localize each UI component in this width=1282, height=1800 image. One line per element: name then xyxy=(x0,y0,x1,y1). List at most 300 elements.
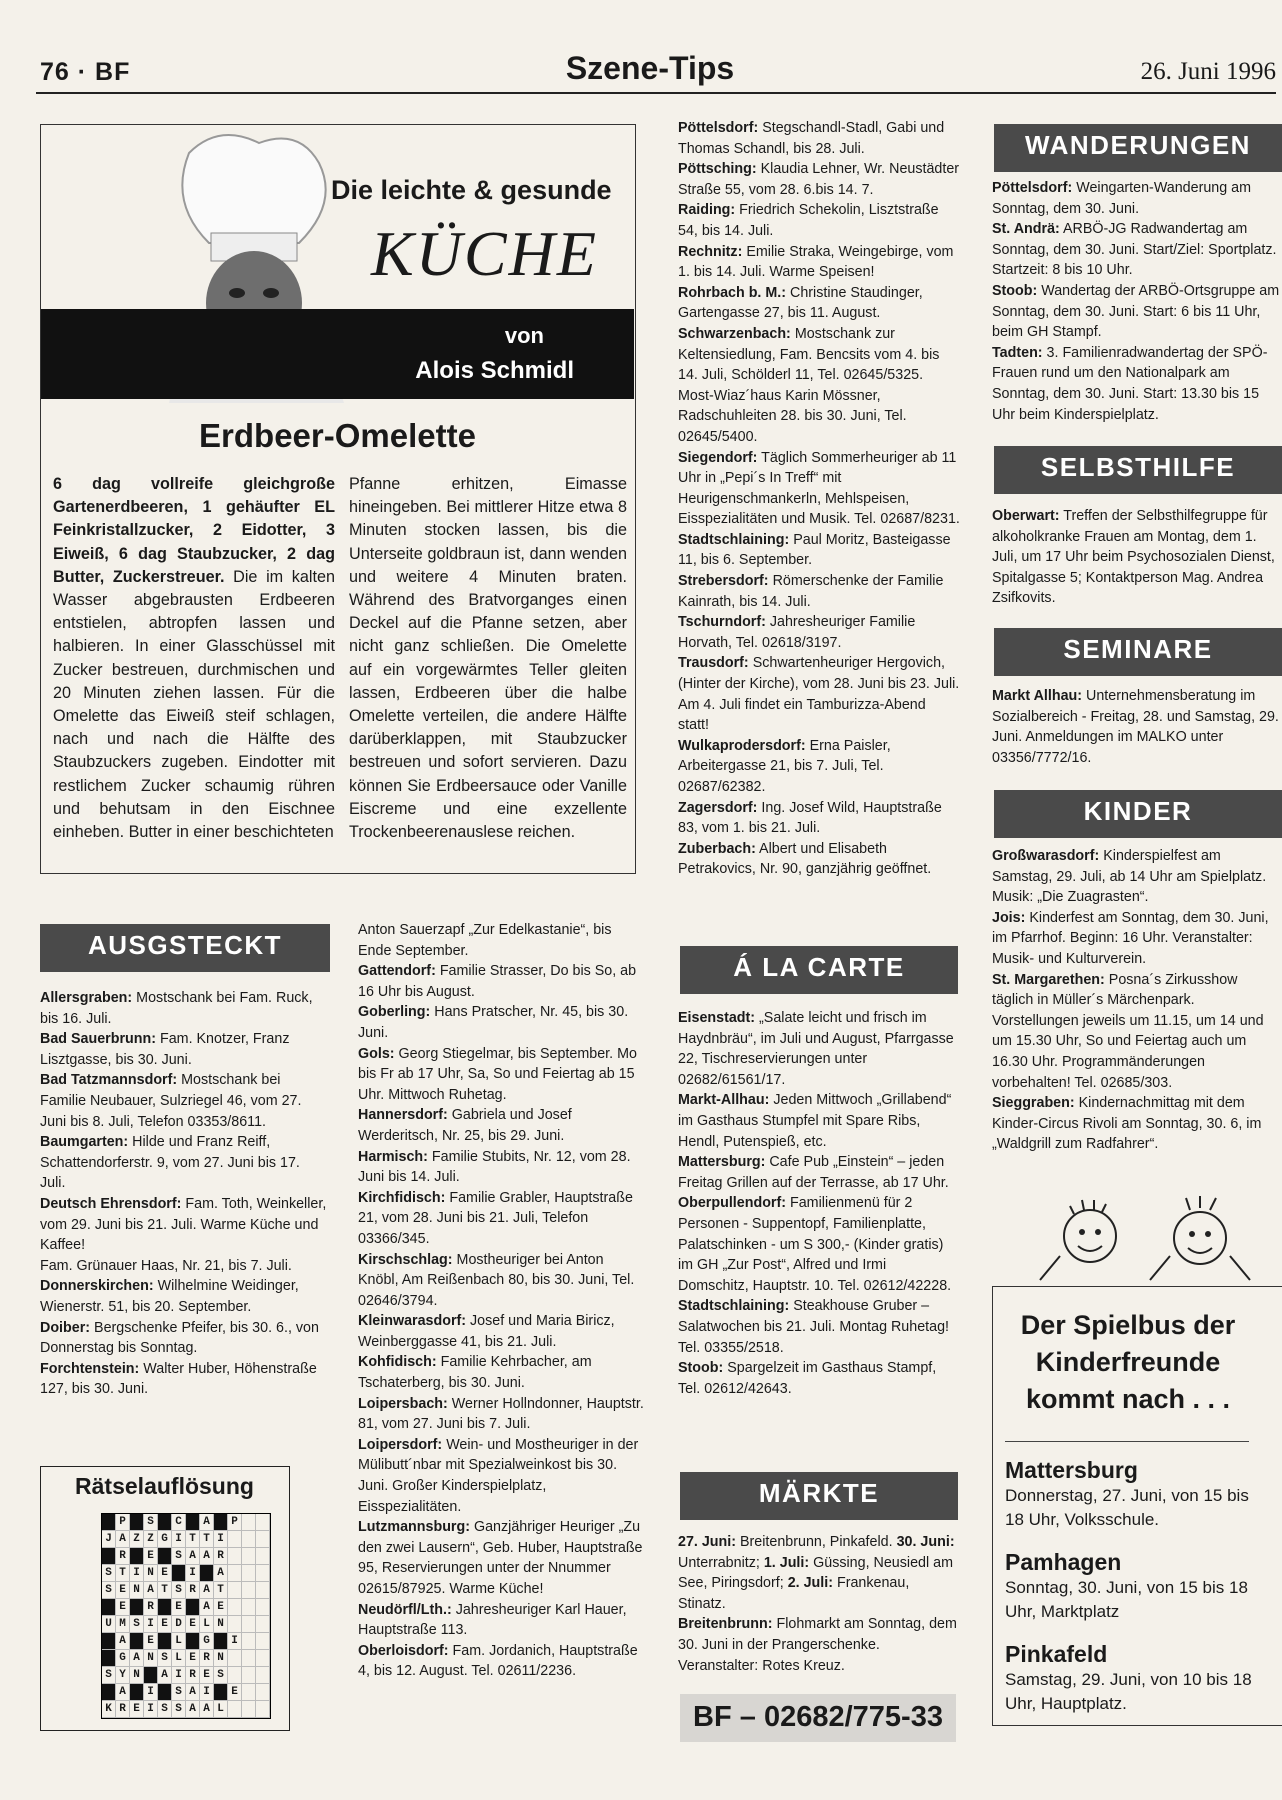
crossword-cell xyxy=(242,1616,256,1633)
list-item xyxy=(358,1250,648,1312)
crossword-black-cell xyxy=(200,1565,214,1582)
recipe-column-2: Pfanne erhitzen, Eimasse hineingeben. Bei mittlerer Hitze etwa 8 Minuten stocken lassen, bis die Unterseite goldbraun ist, dann wenden und weitere 4 Minuten braten. Während des Bratvorganges einen Deckel auf die Pfanne setzen, aber nicht ganz schließen. Die Omelette auf ein vorgewärmtes Teller gleiten lassen, Erdbeeren über die halbe Omelette verteilen, die andere Hälfte darüberklappen, mit Staubzucker bestreuen und sofort servieren. Dazu können Sie Erdbeersauce oder Vanille Eiscreme und eine exzellente Trockenbeerenauslese reichen. xyxy=(349,475,627,842)
ausgsteckt-column-3 xyxy=(678,118,960,918)
crossword-cell xyxy=(228,1582,242,1599)
crossword-cell xyxy=(242,1633,256,1650)
entry-text: Walter Huber, Höhenstraße 127, bis 30. Juni. xyxy=(40,1360,317,1398)
entry-text: Familie Stubits, Nr. 12, vom 28. Juni bis 14. Juli. xyxy=(358,1148,631,1186)
entry-name: Hannersdorf: xyxy=(358,1107,448,1124)
crossword-black-cell xyxy=(102,1548,116,1565)
ausgsteckt-column-2 xyxy=(358,920,648,1750)
entry-text: 3. Familienradwandertag der SPÖ-Frauen rund um den Nationalpark am Sonntag, dem 30. Juni. Start: 13.30 bis 15 Uhr beim Kinderspielplatz. xyxy=(992,344,1268,423)
entry-name: Donnerskirchen: xyxy=(40,1278,154,1295)
list-item xyxy=(992,281,1282,343)
crossword-black-cell xyxy=(130,1548,144,1565)
spielbus-title: Der Spielbus der Kinderfreunde kommt nach . . . xyxy=(1020,1310,1236,1414)
recipe-column-1 xyxy=(53,473,335,844)
entry-name: Oberpullendorf: xyxy=(678,1195,787,1212)
list-item xyxy=(40,1070,328,1132)
list-item xyxy=(678,1193,960,1296)
crossword-black-cell xyxy=(102,1633,116,1650)
author-name: Alois Schmidl xyxy=(415,357,574,384)
list-item xyxy=(40,988,328,1029)
list-item xyxy=(1005,1641,1265,1716)
crossword-cell xyxy=(228,1531,242,1548)
list-item xyxy=(40,1132,328,1194)
list-item xyxy=(358,961,648,1002)
crossword-cell xyxy=(228,1701,242,1718)
crossword-cell: K xyxy=(102,1701,116,1718)
entry-name: Baumgarten: xyxy=(40,1134,129,1151)
entry-text: Täglich Sommerheuriger ab 11 Uhr in „Pepi´s In Treff“ mit Heurigenschmankerln, Mehlspeisen, Eisspezialitäten und Musik. Tel. 02687/8231. xyxy=(678,449,960,528)
crossword-black-cell xyxy=(186,1633,200,1650)
entry-name: Deutsch Ehrensdorf: xyxy=(40,1195,182,1212)
stop-place: Mattersburg xyxy=(1005,1457,1138,1483)
entry-text: Wilhelmine Weidinger, Wienerstr. 51, bis 20. September. xyxy=(40,1278,299,1315)
entry-text: Schwartenheuriger Hergovich, (Hinter der Kirche), vom 28. Juni bis 23. Juli. Am 4. Juli findet ein Tamburizza-Abend statt! xyxy=(678,655,960,734)
crossword-cell: S xyxy=(102,1565,116,1582)
crossword-cell: L xyxy=(172,1650,186,1667)
entry-text: Posna´s Zirkusshow täglich in Müller´s Märchenpark. Vorstellungen jeweils um 11.15, um 14 und um 15.30 Uhr, So und Feiertag auch um 16.30 Uhr. Programmänderungen vorbehalten! Tel. 02685/303. xyxy=(992,971,1264,1091)
alacarte-heading: Á LA CARTE xyxy=(680,946,958,994)
recipe-title: Erdbeer-Omelette xyxy=(199,417,476,454)
crossword-cell: N xyxy=(130,1667,144,1684)
crossword-cell: G xyxy=(116,1650,130,1667)
crossword-black-cell xyxy=(158,1514,172,1531)
stop-place: Pinkafeld xyxy=(1005,1641,1108,1667)
crossword-cell: I xyxy=(144,1616,158,1633)
crossword-cell: I xyxy=(200,1684,214,1701)
entry-name: Kohfidisch: xyxy=(358,1354,437,1371)
entry-text: Treffen der Selbsthilfegruppe für alkoholkranke Frauen am Montag, dem 1. Juli, um 17 Uhr beim Psychosozialen Dienst, Spitalgasse 5; Kontaktperson Mag. Andrea Zsifkovits. xyxy=(992,508,1275,607)
stop-detail: Donnerstag, 27. Juni, von 15 bis 18 Uhr, Volksschule. xyxy=(1005,1486,1249,1529)
list-item xyxy=(678,448,960,530)
kueche-title-line2: KÜCHE xyxy=(371,218,598,289)
list-item xyxy=(358,1044,648,1106)
entry-name: Gattendorf: xyxy=(358,963,436,980)
crossword-cell: E xyxy=(158,1616,172,1633)
crossword-cell xyxy=(242,1667,256,1684)
entry-name: Markt-Allhau: xyxy=(678,1092,770,1109)
crossword-black-cell xyxy=(158,1684,172,1701)
entry-name: Stoob: xyxy=(992,282,1038,299)
entry-name: Trausdorf: xyxy=(678,655,749,672)
entry-name: Pöttelsdorf: xyxy=(992,180,1073,196)
crossword-cell: S xyxy=(144,1514,158,1531)
crossword-cell xyxy=(242,1701,256,1718)
crossword-cell: A xyxy=(200,1548,214,1565)
recipe-steps-1: Die im kalten Wasser abgebrausten Erdbeeren entstielen, abtropfen lassen und halbieren. In einer Glasschüssel mit Zucker bestreuen, durchmischen und 20 Minuten ziehen lassen. Für die Omelette das Eiweiß steif schlagen, nach und nach die Hälfte des Staubzuckers zugeben. Eindotter mit restlichem Zucker schaumig rühren und behutsam in den Eischnee einheben. Butter in einer beschichteten xyxy=(53,567,335,842)
crossword-cell xyxy=(228,1616,242,1633)
crossword-cell: S xyxy=(172,1582,186,1599)
crossword-cell xyxy=(256,1650,270,1667)
list-item xyxy=(358,920,648,961)
page-number: 76 · BF xyxy=(40,58,131,86)
entry-name: Neudörfl/Lth.: xyxy=(358,1601,452,1618)
crossword-cell xyxy=(228,1650,242,1667)
crossword-cell xyxy=(242,1548,256,1565)
entry-text: Römerschenke der Familie Kainrath, bis 14. Juli. xyxy=(678,573,944,610)
entry-text: Unternehmensberatung im Sozialbereich - Freitag, 28. und Samstag, 29. Juni. Anmeldungen im MALKO unter 03356/7772/16. xyxy=(992,688,1279,766)
crossword-cell: D xyxy=(172,1616,186,1633)
entry-name: Strebersdorf: xyxy=(678,573,769,590)
list-item xyxy=(992,970,1282,1094)
selbsthilfe-heading: SELBSTHILFE xyxy=(994,446,1282,494)
spielbus-divider xyxy=(1005,1441,1249,1442)
entry-text: Familienmenü für 2 Personen - Suppentopf, Familienplatte, Palatschinken - um S 300,- (Kinder gratis) im GH „Zur Post“, Alfred und Irmi Domschitz, Hauptstr. 10. Tel. 02612/42228. xyxy=(678,1195,952,1294)
crossword-cell: T xyxy=(200,1531,214,1548)
entry-text: Bergschenke Pfeifer, bis 30. 6., von Donnerstag bis Sonntag. xyxy=(40,1319,319,1357)
entry-name: Pöttsching: xyxy=(678,161,757,178)
entry-text: Cafe Pub „Einstein“ – jeden Freitag Grillen auf der Terrasse, ab 17 Uhr. xyxy=(678,1154,949,1191)
crossword-cell xyxy=(242,1514,256,1531)
entry-text: Wein- und Mostheuriger in der Mülibutt´nbar mit Spezialweinkost bis 30. Juni. Großer Kinderspielplatz, Eisspezialitäten. xyxy=(358,1436,639,1515)
list-item xyxy=(1005,1457,1265,1532)
crossword-black-cell xyxy=(186,1599,200,1616)
list-item xyxy=(992,343,1282,425)
crossword-cell: G xyxy=(158,1531,172,1548)
wanderungen-column xyxy=(992,178,1282,448)
entry-text: Erna Paisler, Arbeitergasse 21, bis 7. Juli, Tel. 02687/62382. xyxy=(678,737,891,795)
entry-name: Tschurndorf: xyxy=(678,614,766,631)
list-item xyxy=(40,1318,328,1359)
crossword-cell: E xyxy=(116,1599,130,1616)
entry-name: Stoob: xyxy=(678,1360,724,1377)
crossword-cell: T xyxy=(158,1582,172,1599)
kueche-box xyxy=(40,124,636,874)
entry-name: St. Andrä: xyxy=(992,221,1060,238)
entry-name: Kirchfidisch: xyxy=(358,1189,446,1206)
entry-name: Loipersbach: xyxy=(358,1395,448,1412)
crossword-black-cell xyxy=(130,1599,144,1616)
list-item xyxy=(678,839,960,880)
crossword-cell xyxy=(256,1582,270,1599)
crossword-cell: S xyxy=(172,1701,186,1718)
crossword-cell: N xyxy=(214,1650,228,1667)
list-item xyxy=(992,908,1282,970)
crossword-cell: R xyxy=(186,1582,200,1599)
kueche-title-line1: Die leichte & gesunde xyxy=(331,175,612,205)
header-rule xyxy=(36,92,1276,94)
list-item xyxy=(358,1311,648,1352)
entry-name: Rohrbach b. M.: xyxy=(678,284,787,301)
entry-name: Jois: xyxy=(992,909,1026,926)
crossword-cell: A xyxy=(144,1582,158,1599)
issue-date: 26. Juni 1996 xyxy=(1140,58,1276,85)
list-item xyxy=(358,1002,648,1043)
crossword-cell: Z xyxy=(130,1531,144,1548)
entry-name: Wulkaprodersdorf: xyxy=(678,737,806,754)
entry-text: Weingarten-Wanderung am Sonntag, dem 30. Juni. xyxy=(992,180,1252,217)
crossword-cell: P xyxy=(228,1514,242,1531)
entry-name: Raiding: xyxy=(678,202,736,219)
crossword-cell: N xyxy=(144,1650,158,1667)
list-item xyxy=(678,118,960,159)
list-item xyxy=(358,1147,648,1188)
entry-name: Kleinwarasdorf: xyxy=(358,1313,467,1330)
crossword-cell: N xyxy=(130,1582,144,1599)
entry-name: Loipersdorf: xyxy=(358,1436,443,1453)
entry-text: Paul Moritz, Basteigasse 11, bis 6. September. xyxy=(678,531,951,569)
list-item xyxy=(678,159,960,200)
entry-text: Christine Staudinger, Gartengasse 27, bis 11. August. xyxy=(678,284,923,322)
crossword-cell: A xyxy=(116,1633,130,1650)
entry-name: Kirschschlag: xyxy=(358,1251,453,1268)
crossword-cell: S xyxy=(102,1582,116,1599)
entry-name: Tadten: xyxy=(992,344,1043,361)
entry-text: Mostheuriger bei Anton Knöbl, Am Reißenbach 80, bis 30. Juni, Tel. 02646/3794. xyxy=(358,1251,635,1309)
list-item xyxy=(1005,1549,1265,1624)
entry-text: Ing. Josef Wild, Hauptstraße 83, vom 1. bis 21. Juli. xyxy=(678,799,942,837)
crossword-cell: I xyxy=(172,1531,186,1548)
crossword-cell: R xyxy=(200,1650,214,1667)
list-item xyxy=(678,736,960,798)
crossword-cell xyxy=(242,1565,256,1582)
selbsthilfe-column xyxy=(992,506,1282,616)
entry-text: Mostschank bei Familie Neubauer, Sulzriegel 46, vom 27. Juni bis 8. Juli, Telefon 03353/8611. xyxy=(40,1072,302,1130)
list-item xyxy=(992,506,1282,609)
entry-name: Siegendorf: xyxy=(678,449,758,466)
von-label: von xyxy=(504,323,544,348)
list-item xyxy=(992,846,1282,908)
crossword-cell: L xyxy=(172,1633,186,1650)
kids-drawing xyxy=(1030,1196,1270,1282)
crossword-cell: A xyxy=(186,1701,200,1718)
entry-text: Kinderfest am Sonntag, dem 30. Juni, im Pfarrhof. Beginn: 16 Uhr. Veranstalter: Musik- und Kulturverein. xyxy=(992,909,1269,967)
list-item xyxy=(40,1276,328,1317)
entry-text: „Salate leicht und frisch im Haydnbräu“, im Juli und August, Pfarrgasse 22, Tischreservierungen unter 02682/61561/17. xyxy=(678,1010,954,1088)
list-item xyxy=(40,1359,328,1400)
seminare-column xyxy=(992,686,1282,778)
list-item xyxy=(678,242,960,283)
entry-text: Mostschank zur Keltensiedlung, Fam. Bencsits vom 4. bis 14. Juli, Schölderl 11, Tel. 02645/5325. xyxy=(678,325,940,384)
crossword-cell: A xyxy=(214,1565,228,1582)
crossword-black-cell xyxy=(130,1684,144,1701)
entry-name: Zuberbach: xyxy=(678,840,756,857)
crossword-black-cell xyxy=(130,1633,144,1650)
list-item xyxy=(40,1194,328,1256)
entry-text: Most-Wiaz´haus Karin Mössner, Radschuhleiten 28. bis 30. Juni, Tel. 02645/5400. xyxy=(678,387,907,445)
crossword-cell: E xyxy=(158,1565,172,1582)
crossword-cell: T xyxy=(186,1531,200,1548)
list-item: 27. Juni: Breitenbrunn, Pinkafeld. 30. Juni: Unterrabnitz; 1. Juli: Güssing, Neusiedl am See, Piringsdorf; 2. Juli: Frankenau, Stinatz. xyxy=(678,1534,955,1612)
stop-detail: Sonntag, 30. Juni, von 15 bis 18 Uhr, Marktplatz xyxy=(1005,1578,1248,1621)
entry-text: Familie Kehrbacher, am Tschaterberg, bis 30. Juni. xyxy=(358,1354,592,1392)
crossword-cell xyxy=(256,1548,270,1565)
list-item xyxy=(678,1296,960,1358)
crossword-cell: Y xyxy=(116,1667,130,1684)
kinder-heading: KINDER xyxy=(994,790,1282,838)
crossword-black-cell xyxy=(102,1514,116,1531)
entry-text: Klaudia Lehner, Wr. Neustädter Straße 55, vom 28. 6.bis 14. 7. xyxy=(678,161,960,198)
crossword-cell xyxy=(256,1599,270,1616)
seminare-heading: SEMINARE xyxy=(994,628,1282,676)
crossword-cell: A xyxy=(200,1514,214,1531)
entry-name: Oberwart: xyxy=(992,508,1060,524)
crossword-cell: I xyxy=(130,1565,144,1582)
entry-text: Hans Pratscher, Nr. 45, bis 30. Juni. xyxy=(358,1004,629,1041)
crossword-cell xyxy=(242,1582,256,1599)
list-item xyxy=(678,1152,960,1193)
entry-text: Albert und Elisabeth Petrakovics, Nr. 90, ganzjährig geöffnet. xyxy=(678,840,932,878)
crossword-black-cell xyxy=(130,1514,144,1531)
ausgsteckt-column-1 xyxy=(40,988,328,1458)
crossword-cell: R xyxy=(186,1667,200,1684)
crossword-cell: I xyxy=(214,1531,228,1548)
entry-text: ARBÖ-JG Radwandertag am Sonntag, dem 30. Juni. Start/Ziel: Sportplatz. Startzeit: 8 bis 10 Uhr. xyxy=(992,221,1277,279)
crossword-cell: S xyxy=(172,1548,186,1565)
entry-name: Harmisch: xyxy=(358,1148,428,1165)
crossword-cell xyxy=(256,1514,270,1531)
crossword-cell: R xyxy=(116,1548,130,1565)
crossword-black-cell xyxy=(102,1650,116,1667)
crossword-black-cell xyxy=(172,1565,186,1582)
entry-text: Fam. Toth, Weinkeller, vom 29. Juni bis 21. Juli. Warme Küche und Kaffee! xyxy=(40,1195,327,1254)
crossword-cell: S xyxy=(130,1616,144,1633)
list-item xyxy=(358,1394,648,1435)
crossword-cell xyxy=(256,1616,270,1633)
entry-name: Stadtschlaining: xyxy=(678,1298,790,1315)
entry-name: St. Margarethen: xyxy=(992,971,1105,988)
crossword-black-cell xyxy=(186,1514,200,1531)
crossword-cell: S xyxy=(158,1650,172,1667)
entry-text: Jahresheuriger Karl Hauer, Hauptstraße 113. xyxy=(358,1601,627,1639)
entry-name: Doiber: xyxy=(40,1319,91,1336)
entry-name: Markt Allhau: xyxy=(992,688,1083,704)
entry-text: Emilie Straka, Weingebirge, vom 1. bis 14. Juli. Warme Speisen! xyxy=(678,243,954,281)
crossword-cell xyxy=(242,1650,256,1667)
crossword-cell xyxy=(256,1633,270,1650)
crossword-cell xyxy=(256,1667,270,1684)
crossword-cell xyxy=(228,1548,242,1565)
list-item xyxy=(678,798,960,839)
crossword-cell: T xyxy=(116,1565,130,1582)
crossword-cell: G xyxy=(200,1633,214,1650)
crossword-black-cell xyxy=(158,1633,172,1650)
crossword-cell: A xyxy=(186,1684,200,1701)
crossword-cell: I xyxy=(172,1667,186,1684)
list-item xyxy=(358,1352,648,1393)
list-item xyxy=(992,1093,1282,1155)
crossword-cell: T xyxy=(214,1582,228,1599)
crossword-cell: S xyxy=(102,1667,116,1684)
maerkte-heading: MÄRKTE xyxy=(680,1472,958,1520)
crossword-cell: A xyxy=(200,1701,214,1718)
crossword-cell: E xyxy=(186,1616,200,1633)
list-item xyxy=(678,653,960,735)
recipe-ingredients: 6 dag vollreife gleichgroße Gartenerdbeeren, 1 gehäufter EL Feinkristallzucker, 2 Eidotter, 3 Eiweiß, 6 dag Staubzucker, 2 dag Butter, Zuckerstreuer. xyxy=(53,475,335,586)
entry-name: Stadtschlaining: xyxy=(678,531,790,548)
crossword-cell: S xyxy=(214,1667,228,1684)
wanderungen-heading: WANDERUNGEN xyxy=(994,124,1282,172)
crossword-cell: A xyxy=(116,1684,130,1701)
maerkte-column xyxy=(678,1532,960,1682)
crossword-cell xyxy=(256,1565,270,1582)
crossword-cell: E xyxy=(214,1599,228,1616)
entry-name: Oberloisdorf: xyxy=(358,1642,449,1659)
entry-text: Anton Sauerzapf „Zur Edelkastanie“, bis Ende September. xyxy=(358,922,612,959)
entry-name: Lutzmannsburg: xyxy=(358,1519,470,1536)
crossword-black-cell xyxy=(214,1633,228,1650)
stop-place: Pamhagen xyxy=(1005,1549,1122,1575)
crossword-cell xyxy=(256,1531,270,1548)
entry-text: Georg Stiegelmar, bis September. Mo bis Fr ab 17 Uhr, Sa, So und Feiertag ab 15 Uhr. Mittwoch Ruhetag. xyxy=(358,1045,637,1103)
list-item xyxy=(40,1029,328,1070)
entry-text: Hilde und Franz Reiff, Schattendorferstr. 9, vom 27. Juni bis 17. Juli. xyxy=(40,1134,300,1192)
stop-detail: Samstag, 29. Juni, von 10 bis 18 Uhr, Hauptplatz. xyxy=(1005,1670,1252,1713)
list-item xyxy=(678,530,960,571)
list-item xyxy=(358,1600,648,1641)
crossword-cell xyxy=(256,1684,270,1701)
entry-text: Mostschank bei Fam. Ruck, bis 16. Juli. xyxy=(40,990,313,1027)
list-item xyxy=(678,1008,960,1090)
raetsel-box xyxy=(40,1466,290,1731)
crossword-cell: I xyxy=(144,1701,158,1718)
crossword-cell xyxy=(228,1667,242,1684)
entry-text: Fam. Jordanich, Hauptstraße 4, bis 12. August. Tel. 02611/2236. xyxy=(358,1642,638,1680)
kinder-column xyxy=(992,846,1282,1186)
entry-name: Großwarasdorf: xyxy=(992,848,1100,864)
crossword-cell: E xyxy=(144,1633,158,1650)
crossword-cell xyxy=(228,1599,242,1616)
entry-name: Sieggraben: xyxy=(992,1095,1075,1112)
entry-text: Gabriela und Josef Werderitsch, Nr. 25, bis 29. Juni. xyxy=(358,1107,572,1144)
crossword-cell: A xyxy=(200,1599,214,1616)
list-item xyxy=(678,1090,960,1152)
crossword-cell xyxy=(242,1684,256,1701)
list-item xyxy=(678,1358,960,1399)
crossword-cell: U xyxy=(102,1616,116,1633)
list-item xyxy=(678,386,960,448)
entry-name: Schwarzenbach: xyxy=(678,325,791,342)
crossword-cell: L xyxy=(214,1701,228,1718)
crossword-cell: I xyxy=(186,1565,200,1582)
crossword-cell: C xyxy=(172,1514,186,1531)
crossword-cell: A xyxy=(200,1582,214,1599)
entry-text: Fam. Knotzer, Franz Lisztgasse, bis 30. Juni. xyxy=(40,1031,290,1068)
crossword-cell xyxy=(242,1531,256,1548)
crossword-cell: I xyxy=(144,1684,158,1701)
crossword-cell: N xyxy=(144,1565,158,1582)
list-item xyxy=(358,1188,648,1250)
crossword-cell: E xyxy=(144,1548,158,1565)
crossword-cell: A xyxy=(158,1667,172,1684)
crossword-cell: S xyxy=(158,1701,172,1718)
entry-text: Stegschandl-Stadl, Gabi und Thomas Schandl, bis 28. Juli. xyxy=(678,120,945,157)
crossword-cell: S xyxy=(172,1684,186,1701)
list-item xyxy=(678,324,960,386)
entry-name: Gols: xyxy=(358,1045,395,1062)
entry-text: Ganzjähriger Heuriger „Zu den zwei Lausern“, Geb. Huber, Hauptstraße 95, Reservierungen unter der Nnummer 02615/87925. Warme Küche! xyxy=(358,1519,643,1597)
crossword-black-cell xyxy=(158,1599,172,1616)
crossword-black-cell xyxy=(102,1599,116,1616)
entry-text: Friedrich Schekolin, Lisztstraße 54, bis 14. Juli. xyxy=(678,202,939,239)
crossword-cell: A xyxy=(130,1650,144,1667)
entry-text: Steakhouse Gruber – Salatwochen bis 21. Juli. Montag Ruhetag! Tel. 03355/2518. xyxy=(678,1298,950,1356)
list-item xyxy=(678,571,960,612)
list-item xyxy=(992,178,1282,219)
crossword-cell: E xyxy=(200,1667,214,1684)
entry-name: Bad Tatzmannsdorf: xyxy=(40,1072,178,1089)
entry-name: Forchtenstein: xyxy=(40,1360,140,1377)
entry-name: Rechnitz: xyxy=(678,243,743,260)
list-item xyxy=(992,686,1282,768)
list-item xyxy=(358,1641,648,1682)
entry-name: Zagersdorf: xyxy=(678,799,758,816)
crossword-cell xyxy=(256,1701,270,1718)
entry-text: Fam. Grünauer Haas, Nr. 21, bis 7. Juli. xyxy=(40,1257,292,1274)
crossword-cell: A xyxy=(116,1531,130,1548)
